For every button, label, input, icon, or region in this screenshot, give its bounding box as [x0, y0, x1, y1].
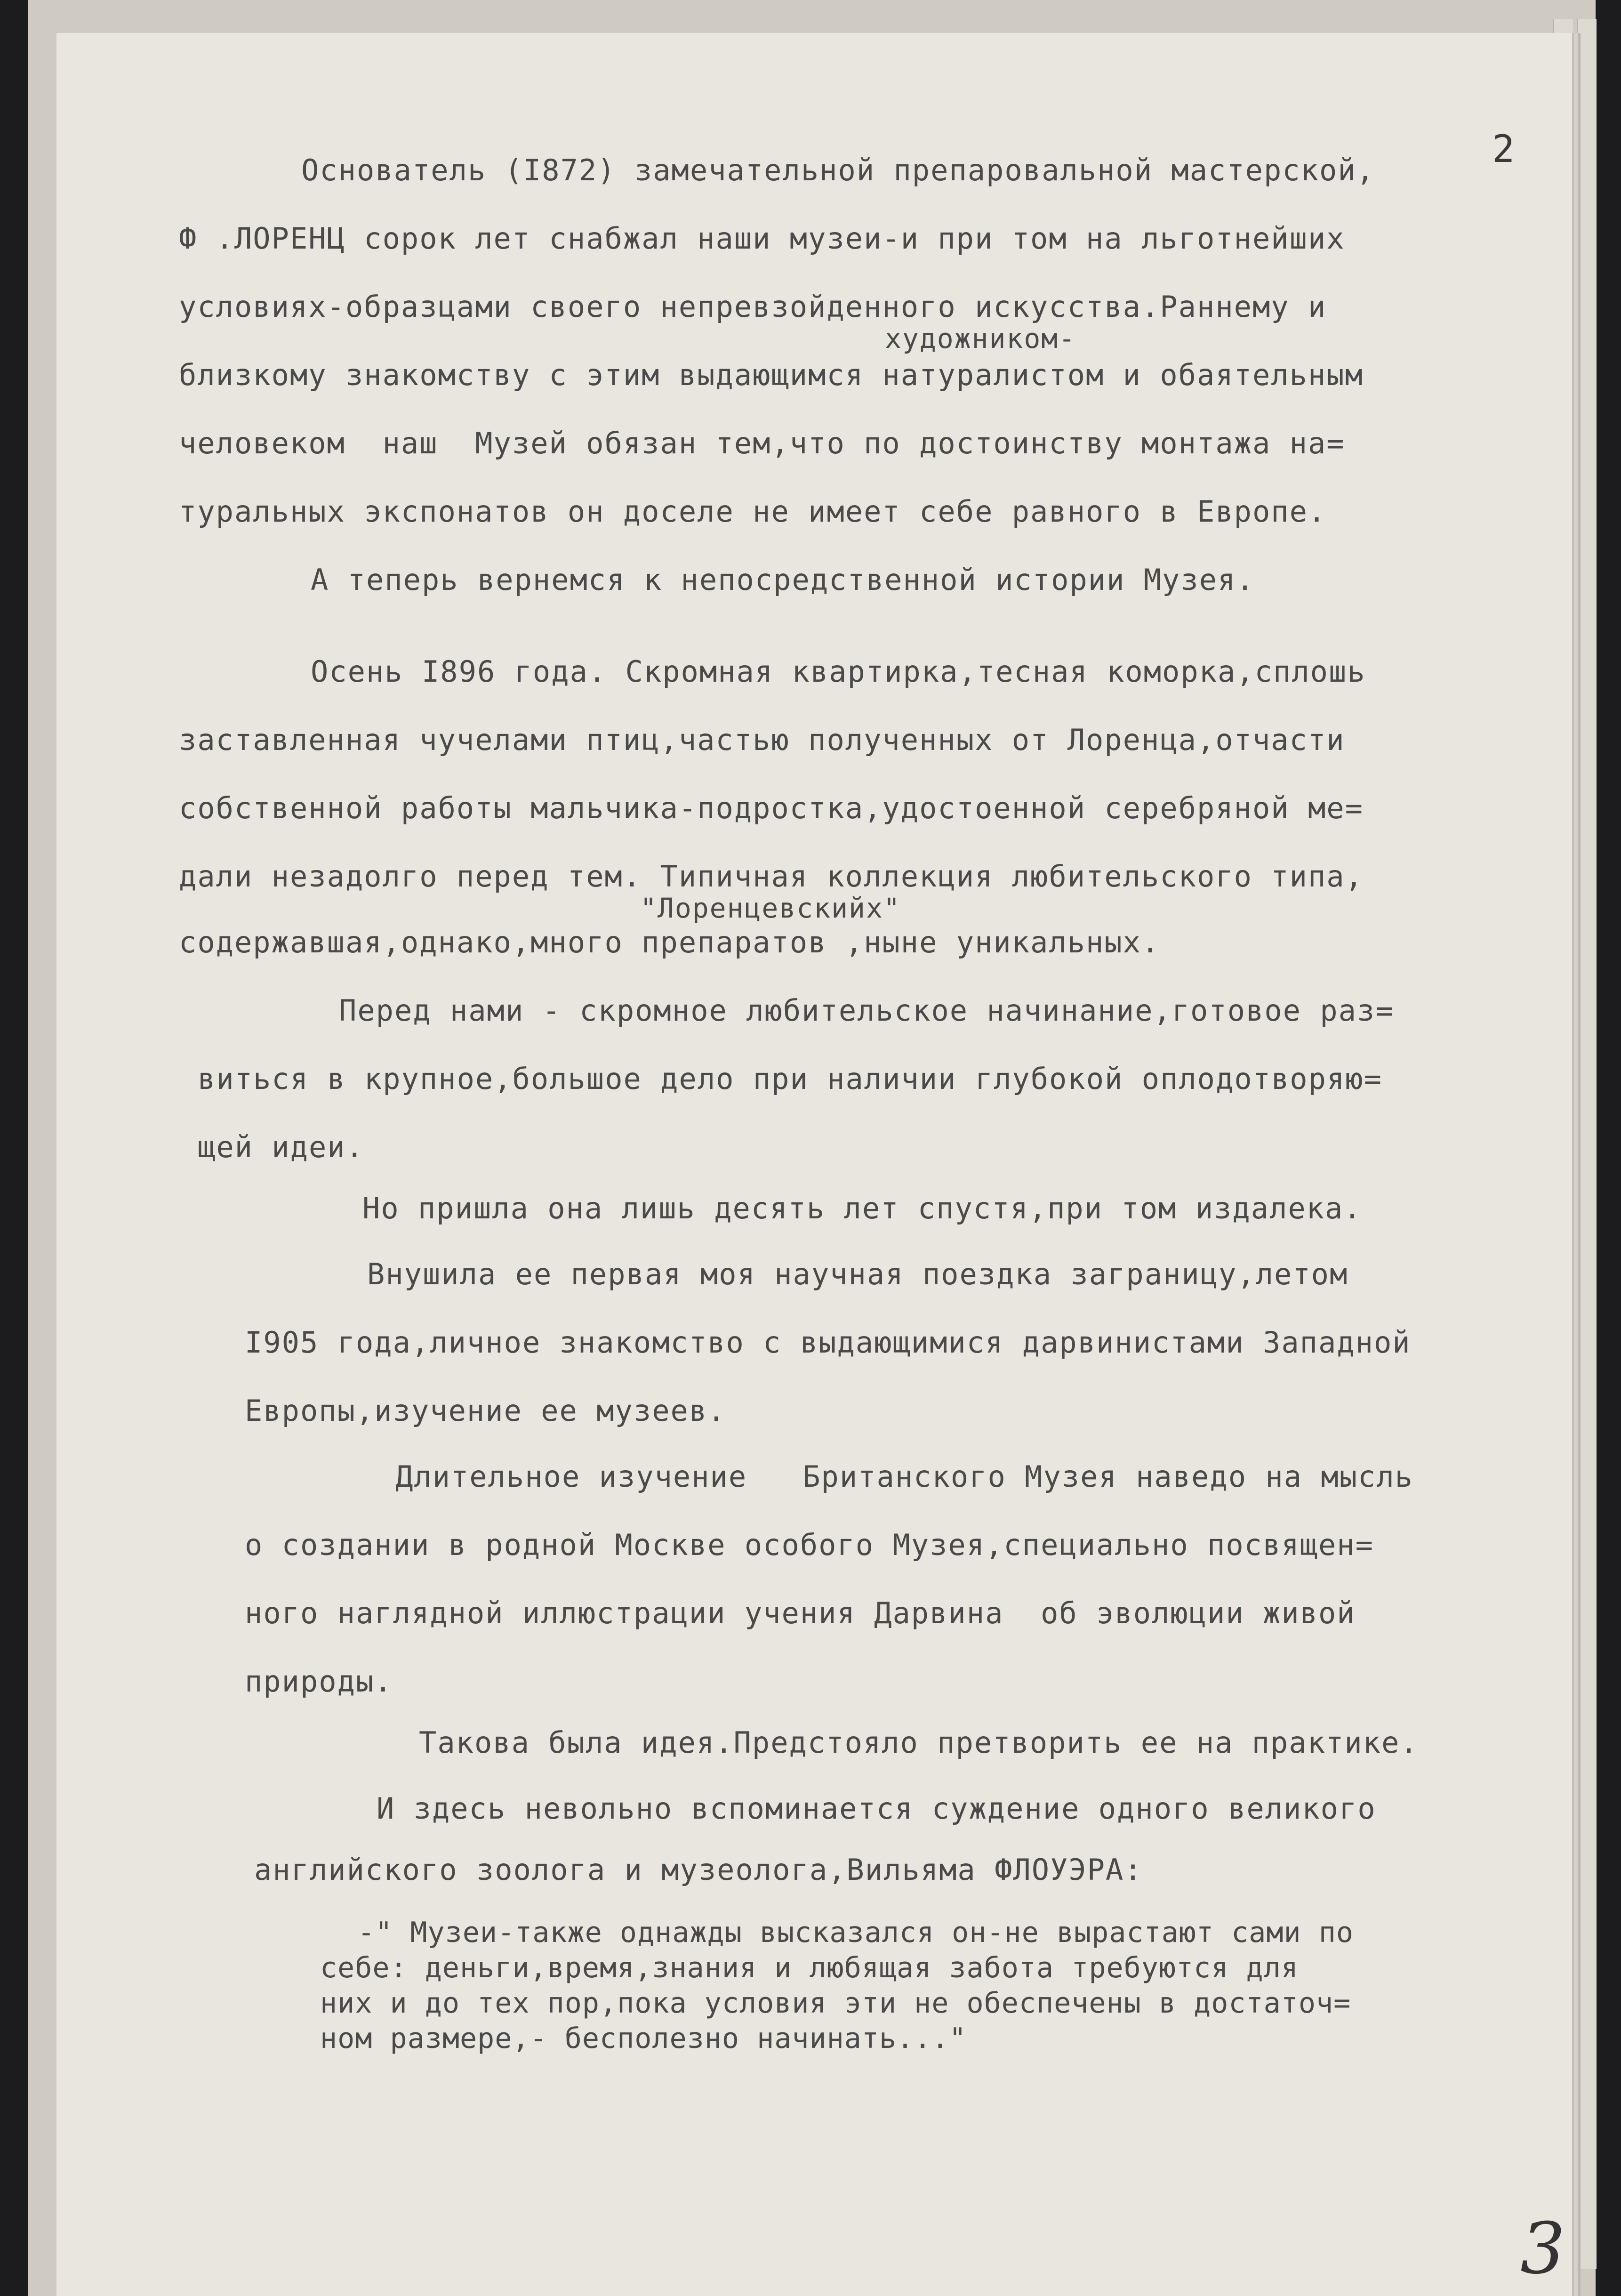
quote-line: себе: деньги,время,знания и любящая забота требуются для	[320, 1951, 1299, 1984]
archive-folio-number: 3	[1520, 2208, 1565, 2290]
text-line: Осень I896 года. Скромная квартирка,тесная коморка,сплошь	[311, 654, 1366, 689]
text-line: туральных экспонатов он доселе не имеет себе равного в Европе.	[179, 494, 1327, 529]
text-line: содержавшая,однако,много препаратов ,ныне уникальных.	[179, 925, 1160, 959]
text-line: Длительное изучение Британского Музея наведо на мысль	[395, 1459, 1413, 1494]
quote-line: них и до тех пор,пока условия эти не обеспечены в достаточ=	[320, 1987, 1351, 2020]
text-line: человеком наш Музей обязан тем,что по достоинству монтажа на=	[179, 426, 1345, 460]
text-line: Такова была идея.Предстояло претворить ее на практике.	[419, 1725, 1419, 1760]
text-line: I905 года,личное знакомство с выдающимися дарвинистами Западной	[245, 1325, 1411, 1360]
text-line: Внушила ее первая моя научная поездка заграницу,летом	[367, 1257, 1348, 1291]
text-line: щей идеи.	[198, 1130, 364, 1164]
text-line: Европы,изучение ее музеев.	[245, 1394, 726, 1428]
text-line: Основатель (I872) замечательной препаровальной мастерской,	[301, 153, 1375, 187]
text-line: дали незадолго перед тем. Типичная коллекция любительского типа,	[179, 859, 1364, 894]
text-line: Ф .ЛОРЕНЦ сорок лет снабжал наши музеи-и при том на льготнейших	[179, 221, 1345, 256]
text-line: заставленная чучелами птиц,частью полученных от Лоренца,отчасти	[179, 723, 1345, 757]
text-line: английского зоолога и музеолога,Вильяма ФЛОУЭРА:	[254, 1853, 1143, 1887]
text-line: А теперь вернемся к непосредственной истории Музея.	[311, 563, 1255, 597]
text-line: природы.	[245, 1664, 393, 1699]
handwritten-insertion: художником-	[885, 322, 1076, 354]
handwritten-insertion: "Лоренцевскийх"	[640, 892, 901, 924]
document-stack	[28, 0, 1596, 2296]
text-line: И здесь невольно вспоминается суждение одного великого	[377, 1791, 1376, 1826]
quote-line: ном размере,- бесполезно начинать..."	[320, 2022, 967, 2055]
text-line: виться в крупное,большое дело при наличии глубокой оплодотворяю=	[198, 1062, 1382, 1096]
text-line: Перед нами - скромное любительское начинание,готовое раз=	[339, 993, 1394, 1028]
typewritten-page	[56, 33, 1572, 2296]
quote-line: -" Музеи-также однажды высказался он-не вырастают сами по	[358, 1916, 1354, 1949]
text-line: ного наглядной иллюстрации учения Дарвина об эволюции живой	[245, 1596, 1356, 1630]
text-line: собственной работы мальчика-подростка,удостоенной серебряной ме=	[179, 791, 1364, 825]
text-line: близкому знакомству с этим выдающимся натуралистом и обаятельным	[179, 358, 1364, 392]
text-line: Но пришла она лишь десять лет спустя,при том издалека.	[362, 1191, 1362, 1225]
page-edge	[1577, 19, 1597, 2269]
page-number: 2	[1492, 127, 1515, 171]
text-line: о создании в родной Москве особого Музея,специально посвящен=	[245, 1528, 1374, 1562]
text-line: условиях-образцами своего непревзойденного искусства.Раннему и	[179, 290, 1327, 324]
